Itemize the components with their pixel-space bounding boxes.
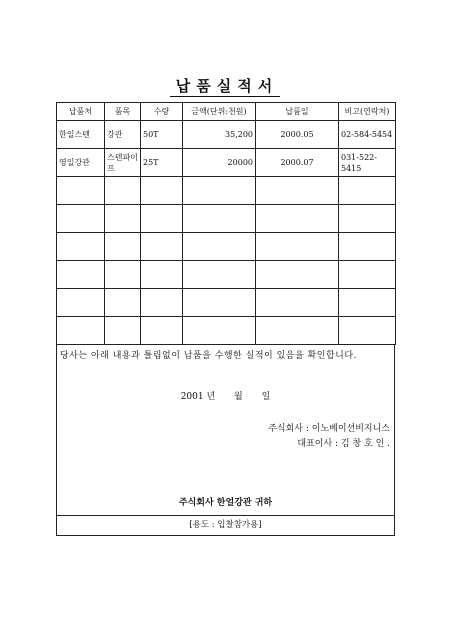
header-delivery-date: 납품일: [256, 103, 339, 121]
cell-client: 영일강관: [57, 149, 105, 177]
document-title: 납품실적서: [0, 75, 450, 96]
cell-delivery-date: 2000.07: [256, 149, 339, 177]
empty-row: [57, 317, 396, 345]
cell-remarks: 02-584-5454: [339, 121, 396, 149]
table-row: [57, 149, 396, 177]
cell-amount: 20000: [183, 149, 256, 177]
header-item: 품목: [105, 103, 141, 121]
usage-note: [용도 : 입찰참가용]: [56, 515, 395, 536]
empty-row: [57, 233, 396, 261]
date-month: 월: [234, 392, 243, 402]
header-amount: 금액(단위:천원): [183, 103, 256, 121]
confirmation-statement: 당사는 아래 내용과 틀림없이 납품을 수행한 실적이 있음을 확인합니다.: [60, 351, 357, 361]
date-day: 일: [261, 392, 271, 402]
addressee: 주식회사 한얼강관 귀하: [178, 498, 273, 508]
cell-item: 강관: [105, 121, 141, 149]
header-quantity: 수량: [141, 103, 183, 121]
header-client: 납품처: [57, 103, 105, 121]
empty-row: [57, 205, 396, 233]
cell-quantity: 25T: [141, 149, 183, 177]
representative: 대표이사 : 김 창 호 인 .: [297, 439, 390, 449]
cell-amount: 35,200: [183, 121, 256, 149]
empty-row: [57, 177, 396, 205]
table-row: [57, 121, 396, 149]
empty-row: [57, 289, 396, 317]
date-year: 2001 년: [180, 392, 216, 402]
cell-remarks: 031-522-5415: [339, 149, 396, 177]
empty-row: [57, 261, 396, 289]
cell-item: 스텐파이프: [105, 149, 141, 177]
cell-delivery-date: 2000.05: [256, 121, 339, 149]
company-name: 주식회사 : 이노베이션비지니스: [268, 424, 390, 434]
header-remarks: 비고(연락처): [339, 103, 396, 121]
table-header-row: [57, 103, 396, 121]
statement-box: [56, 345, 395, 516]
cell-quantity: 50T: [141, 121, 183, 149]
cell-client: 한일스텐: [57, 121, 105, 149]
delivery-table: [56, 102, 396, 345]
issue-date: [57, 389, 394, 402]
